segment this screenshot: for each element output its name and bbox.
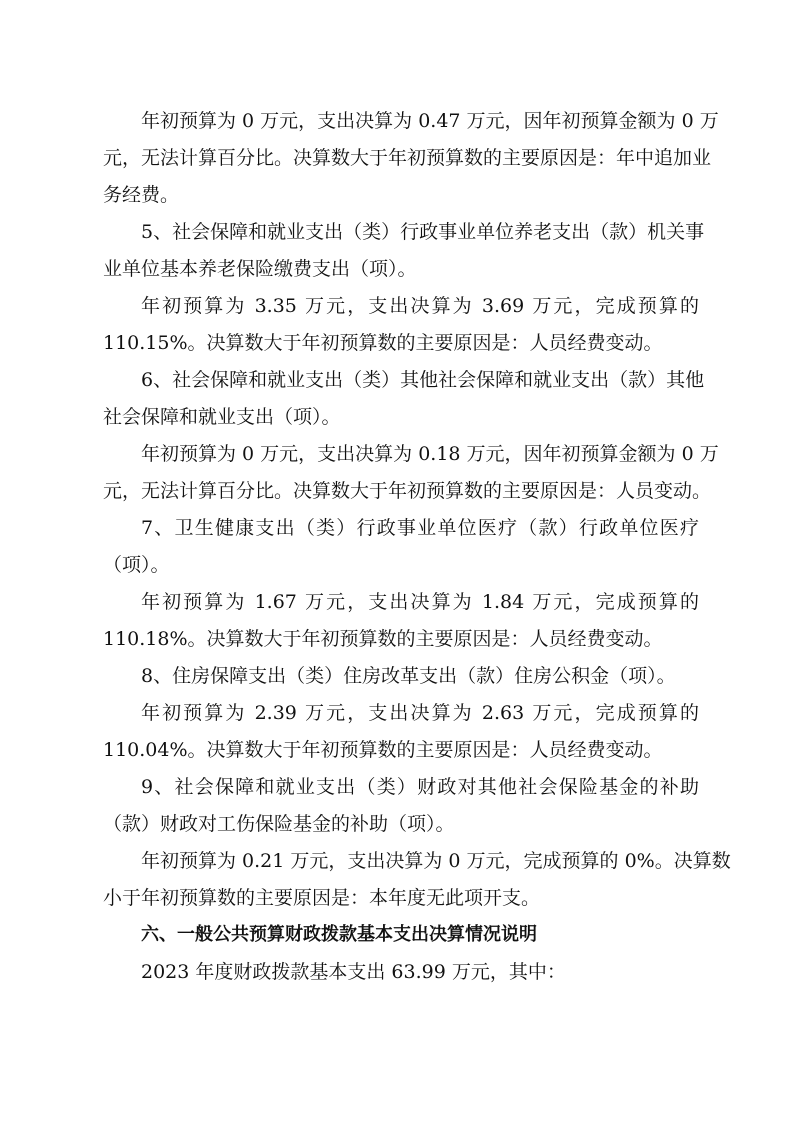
paragraph-line: 元，无法计算百分比。决算数大于年初预算数的主要原因是：年中追加业	[103, 147, 712, 169]
paragraph-line: 务经费。	[103, 184, 180, 206]
paragraph-line: 元，无法计算百分比。决算数大于年初预算数的主要原因是：人员变动。	[103, 480, 712, 502]
paragraph-line: 110.15%。决算数大于年初预算数的主要原因是：人员经费变动。	[103, 332, 663, 354]
paragraph-line: 年初预算为 1.67 万元，支出决算为 1.84 万元，完成预算的	[141, 591, 699, 613]
item-heading-9: 9、社会保障和就业支出（类）财政对其他社会保险基金的补助	[141, 776, 699, 798]
paragraph-line: 年初预算为 0.21 万元，支出决算为 0 万元，完成预算的 0%。决算数	[141, 850, 731, 872]
item-heading-7: 7、卫生健康支出（类）行政事业单位医疗（款）行政单位医疗	[141, 517, 699, 539]
paragraph-line: 年初预算为 2.39 万元，支出决算为 2.63 万元，完成预算的	[141, 702, 699, 724]
item-heading-6-cont: 社会保障和就业支出（项）。	[103, 406, 341, 428]
item-heading-8: 8、住房保障支出（类）住房改革支出（款）住房公积金（项）。	[141, 665, 676, 687]
paragraph-line: 2023 年度财政拨款基本支出 63.99 万元，其中：	[141, 961, 566, 983]
item-heading-5: 5、社会保障和就业支出（类）行政事业单位养老支出（款）机关事	[141, 221, 705, 243]
item-heading-5-cont: 业单位基本养老保险缴费支出（项）。	[103, 258, 417, 280]
item-heading-9-cont: （款）财政对工伤保险基金的补助（项）。	[103, 813, 455, 835]
paragraph-line: 110.18%。决算数大于年初预算数的主要原因是：人员经费变动。	[103, 628, 663, 650]
paragraph-line: 小于年初预算数的主要原因是：本年度无此项开支。	[103, 887, 541, 909]
paragraph-line: 110.04%。决算数大于年初预算数的主要原因是：人员经费变动。	[103, 739, 663, 761]
paragraph-line: 年初预算为 0 万元，支出决算为 0.47 万元，因年初预算金额为 0 万	[141, 110, 719, 132]
section-heading: 六、一般公共预算财政拨款基本支出决算情况说明	[141, 924, 537, 945]
paragraph-line: 年初预算为 0 万元，支出决算为 0.18 万元，因年初预算金额为 0 万	[141, 443, 719, 465]
item-heading-6: 6、社会保障和就业支出（类）其他社会保障和就业支出（款）其他	[141, 369, 705, 391]
item-heading-7-cont: （项）。	[103, 554, 170, 576]
paragraph-line: 年初预算为 3.35 万元，支出决算为 3.69 万元，完成预算的	[141, 295, 699, 317]
